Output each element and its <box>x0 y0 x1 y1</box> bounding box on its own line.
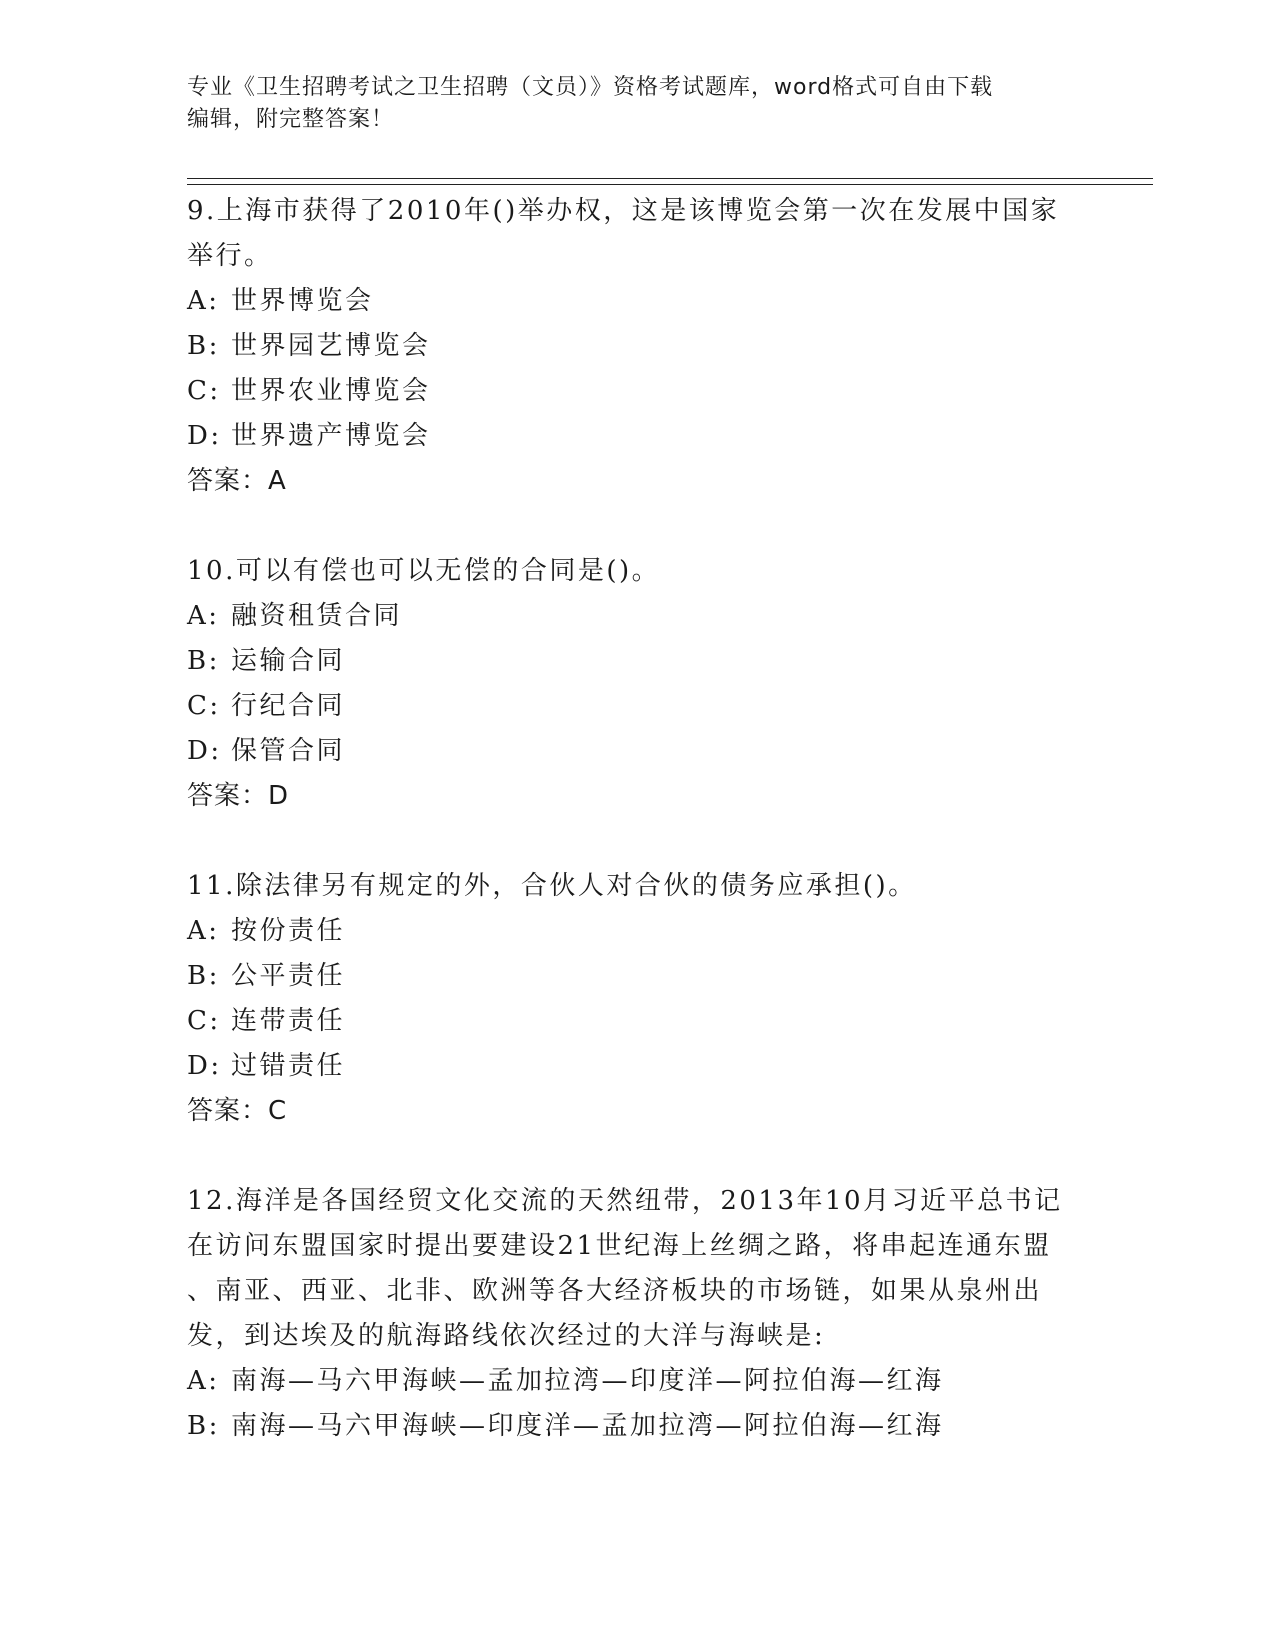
option-b <box>187 639 1087 684</box>
option-text: 世界遗产博览会 <box>231 421 431 451</box>
option-a <box>187 1359 1087 1404</box>
option-label: A: <box>187 286 220 316</box>
question-text-line: 在访问东盟国家时提出要建设21世纪海上丝绸之路，将串起连通东盟 <box>187 1231 1052 1261</box>
question-text-line: 10.可以有偿也可以无偿的合同是()。 <box>187 556 661 586</box>
question-text-line: 发，到达埃及的航海路线依次经过的大洋与海峡是: <box>187 1321 826 1351</box>
answer-line: 答案：D <box>187 781 290 811</box>
option-text: 世界园艺博览会 <box>231 331 431 361</box>
option-text: 按份责任 <box>231 916 346 946</box>
option-label: A: <box>187 601 220 631</box>
option-text: 保管合同 <box>231 736 346 766</box>
option-label: B: <box>187 961 220 991</box>
option-text: 行纪合同 <box>231 691 346 721</box>
option-label: D: <box>187 1051 222 1081</box>
answer-line: 答案：C <box>187 1096 288 1126</box>
option-a <box>187 279 1087 324</box>
option-b <box>187 954 1087 999</box>
option-label: B: <box>187 646 220 676</box>
question-text-line: 、南亚、西亚、北非、欧洲等各大经济板块的市场链，如果从泉州出 <box>187 1276 1043 1306</box>
option-b <box>187 1404 1087 1449</box>
option-c <box>187 999 1087 1044</box>
question-text-line: 举行。 <box>187 241 273 271</box>
option-c <box>187 369 1087 414</box>
option-label: D: <box>187 736 222 766</box>
document-header <box>187 72 1067 136</box>
option-text: 连带责任 <box>231 1006 346 1036</box>
question-text-line: 9.上海市获得了2010年()举办权，这是该博览会第一次在发展中国家 <box>187 196 1060 226</box>
option-label: C: <box>187 691 221 721</box>
option-d <box>187 1044 1087 1089</box>
question-9 <box>187 189 1087 504</box>
question-spacer <box>187 819 1087 864</box>
option-text: 南海—马六甲海峡—印度洋—孟加拉湾—阿拉伯海—红海 <box>231 1411 944 1441</box>
question-11 <box>187 864 1087 1134</box>
header-line-1: 专业《卫生招聘考试之卫生招聘（文员）》资格考试题库，word格式可自由下载 <box>187 75 994 100</box>
option-text: 融资租赁合同 <box>231 601 403 631</box>
option-text: 公平责任 <box>231 961 346 991</box>
option-label: A: <box>187 1366 220 1396</box>
option-label: B: <box>187 1411 220 1441</box>
answer-line: 答案：A <box>187 466 287 496</box>
option-a <box>187 909 1087 954</box>
option-label: C: <box>187 376 221 406</box>
option-text: 世界农业博览会 <box>231 376 431 406</box>
option-d <box>187 414 1087 459</box>
option-label: D: <box>187 421 222 451</box>
question-spacer <box>187 504 1087 549</box>
question-text-line: 12.海洋是各国经贸文化交流的天然纽带，2013年10月习近平总书记 <box>187 1186 1063 1216</box>
option-b <box>187 324 1087 369</box>
option-text: 世界博览会 <box>231 286 374 316</box>
header-divider-top <box>187 178 1153 179</box>
question-10 <box>187 549 1087 819</box>
question-12 <box>187 1179 1087 1449</box>
option-text: 过错责任 <box>231 1051 346 1081</box>
header-divider-bottom <box>187 184 1153 185</box>
question-list <box>187 189 1087 1449</box>
question-text-line: 11.除法律另有规定的外，合伙人对合伙的债务应承担()。 <box>187 871 917 901</box>
option-a <box>187 594 1087 639</box>
option-label: A: <box>187 916 220 946</box>
option-label: B: <box>187 331 220 361</box>
option-label: C: <box>187 1006 221 1036</box>
question-spacer <box>187 1134 1087 1179</box>
option-d <box>187 729 1087 774</box>
option-c <box>187 684 1087 729</box>
option-text: 运输合同 <box>231 646 346 676</box>
option-text: 南海—马六甲海峡—孟加拉湾—印度洋—阿拉伯海—红海 <box>231 1366 944 1396</box>
header-line-2: 编辑，附完整答案！ <box>187 107 395 132</box>
